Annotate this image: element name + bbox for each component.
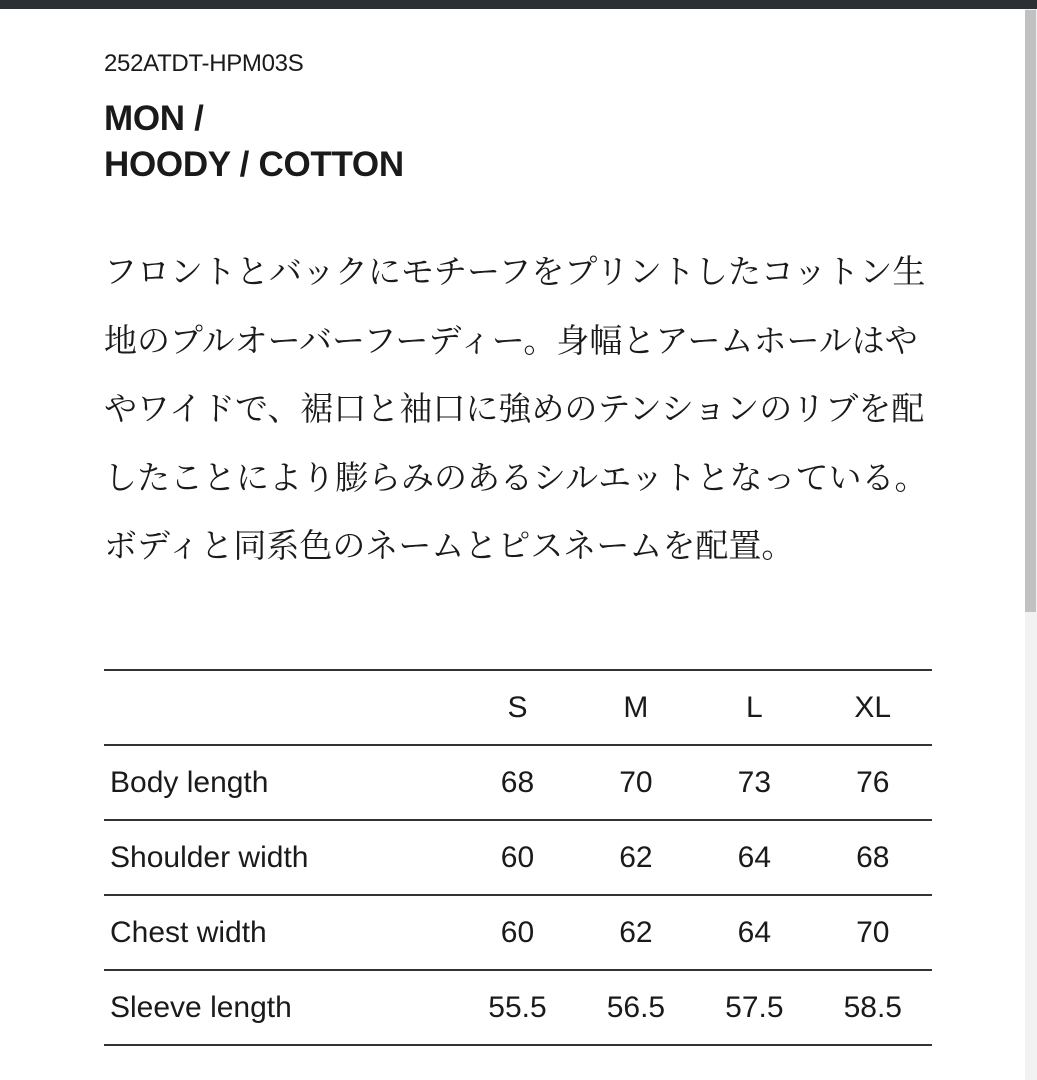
description-line: やワイドで、裾口と袖口に強めのテンションのリブを配 [104,389,925,428]
header-cell-s: S [458,670,576,745]
scrollbar-thumb[interactable] [1025,10,1036,612]
header-cell-l: L [695,670,813,745]
cell: 64 [695,895,813,970]
product-code: 252ATDT-HPM03S [104,50,304,77]
header-cell-m: M [577,670,695,745]
cell: 76 [814,745,932,820]
header-cell [104,670,458,745]
description-line: フロントとバックにモチーフをプリントしたコットン生 [104,252,926,291]
cell: 68 [458,745,576,820]
cell: 56.5 [577,970,695,1045]
cell: 60 [458,895,576,970]
header-cell-xl: XL [814,670,932,745]
cell: 70 [814,895,932,970]
table-row [104,745,932,820]
cell: 62 [577,820,695,895]
cell: 58.5 [814,970,932,1045]
cell: 64 [695,820,813,895]
cell: 73 [695,745,813,820]
description-line: ボディと同系色のネームとピスネームを配置。 [104,526,795,565]
table-header-row [104,670,932,745]
cell: 60 [458,820,576,895]
product-title [104,96,404,188]
size-table [104,669,932,1046]
product-description [104,238,928,581]
cell: 70 [577,745,695,820]
cell: 55.5 [458,970,576,1045]
description-line: 地のプルオーバーフーディー。身幅とアームホールはや [104,320,918,360]
table-row [104,895,932,970]
cell: 62 [577,895,695,970]
table-row [104,970,932,1045]
title-line: HOODY / COTTON [104,145,404,184]
row-label: Body length [104,745,458,820]
description-line: したことにより膨らみのあるシルエットとなっている。 [104,457,928,497]
cell: 57.5 [695,970,813,1045]
table-row [104,820,932,895]
row-label: Chest width [104,895,458,970]
title-line: MON / [104,99,204,138]
row-label: Shoulder width [104,820,458,895]
cell: 68 [814,820,932,895]
top-bar [0,0,1037,9]
row-label: Sleeve length [104,970,458,1045]
